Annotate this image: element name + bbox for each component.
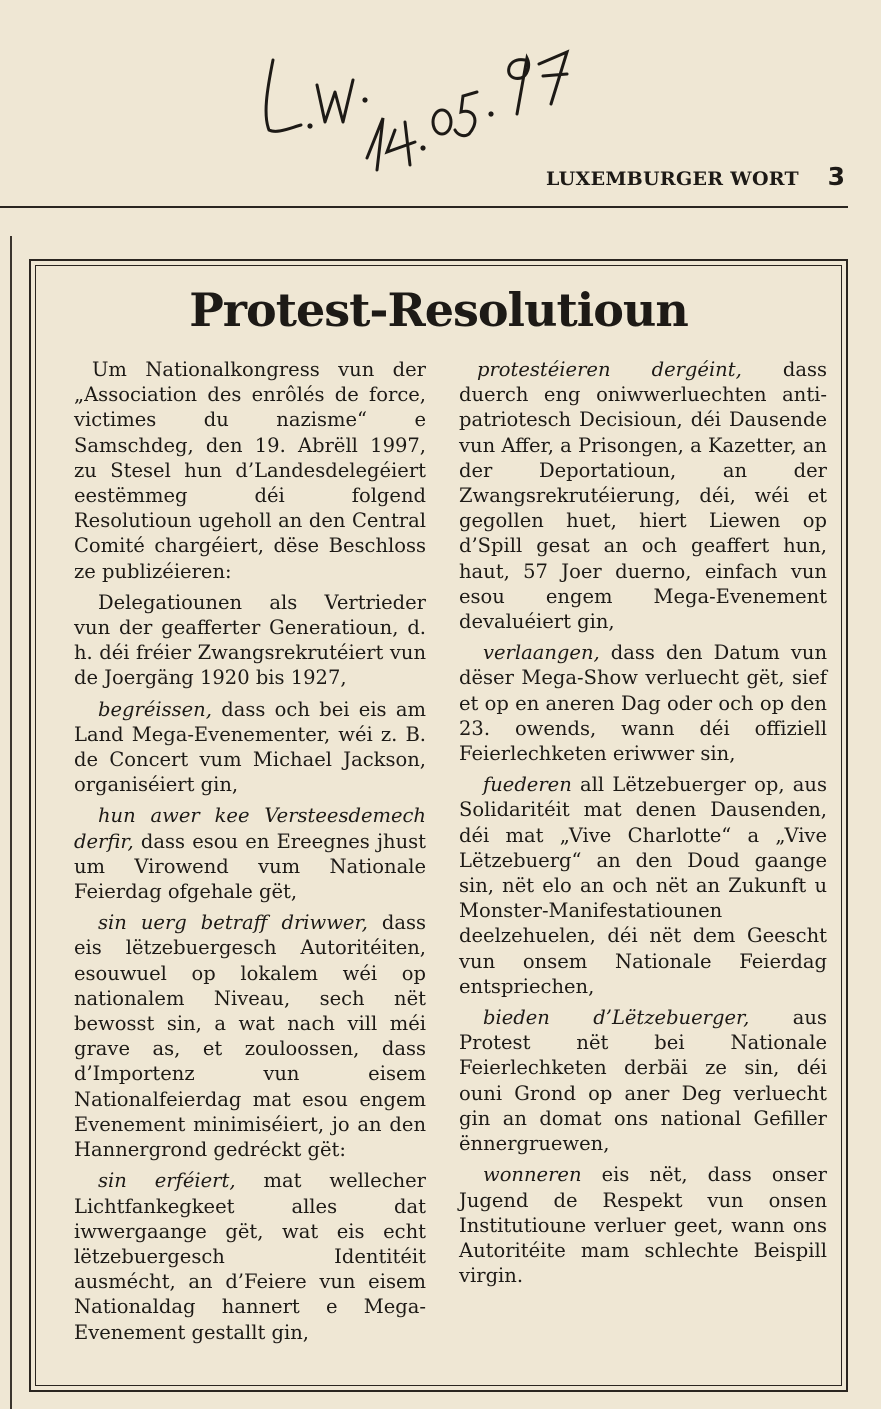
article-paragraph	[74, 357, 426, 584]
article-paragraph	[459, 640, 827, 766]
handwritten-date-note	[255, 30, 615, 180]
article-paragraph	[459, 1162, 827, 1288]
article-paragraph	[459, 357, 827, 634]
article-paragraph	[74, 697, 426, 798]
article-headline: Protest-Resolutioun	[189, 283, 688, 337]
paragraph-text: mat wellecher Lichtfankegkeet alles dat iwwergaange gët, wat eis echt lëtzebuergesch Identitéit ausmécht, an d’Feiere vun eisem Nationaldag hannert e Mega-Evenement gestallt gin,	[74, 1169, 426, 1344]
paragraph-lead: bieden d’Lëtzebuerger,	[483, 1006, 750, 1030]
paragraph-text: all Lëtzebuerger op, aus Solidaritéit mat denen Dausenden, déi mat „Vive Charlotte“ a „Vive Lëtzebuerg“ an den Doud gaange sin, nët elo an och nët an Zukunft u Monster-Manifestatiounen deelzehuelen, déi nët dem Geescht vun onsem Nationale Feierdag entspriechen,	[459, 773, 827, 998]
paragraph-lead: sin erféiert,	[98, 1169, 236, 1193]
article-paragraph	[459, 772, 827, 999]
paragraph-lead: sin uerg betraff driwwer,	[98, 911, 368, 935]
paragraph-lead: protestéieren dergéint,	[477, 358, 742, 381]
article-box	[29, 259, 848, 1392]
article-paragraph	[74, 910, 426, 1162]
paragraph-text: dass duerch eng oniwwerluechten anti-patriotesch Decisioun, déi Dausende vun Affer, a Prisongen, a Kazetter, an der Deportatioun, an der Zwangsrekrutéierung, déi, wéi et gegollen huet, hiert Liewen op d’Spill gesat an och geaffert hun, haut, 57 Joer duerno, einfach vun esou engem Mega-Evenement devaluéiert gin,	[459, 358, 827, 634]
paragraph-text: aus Protest nët bei Nationale Feierlechketen derbäi ze sin, déi ouni Grond op aner Deg verluecht gin an domat ons national Gefiller ënnergruewen,	[459, 1006, 827, 1156]
paragraph-text: dass eis lëtzebuergesch Autoritéiten, esouwuel op lokalem wéi op nationalem Niveau, sech nët bewosst sin, a wat nach vill méi grave as, et zouloossen, dass d’Importenz vun eisem Nationalfeierdag mat esou engem Evenement minimiséiert, jo an den Hannergrond gedréckt gët:	[74, 911, 427, 1162]
paragraph-text: Delegatiounen als Vertrieder vun der geafferter Generatioun, d. h. déi fréier Zwangsrekrutéiert vun de Joergäng 1920 bis 1927,	[74, 590, 426, 690]
paragraph-text: eis nët, dass onser Jugend de Respekt vun onsen Institutioune verluer geet, wann ons Autoritéite mam schlechte Beispill virgin.	[459, 1163, 827, 1288]
paragraph-lead: hun awer kee Versteesdemech derfir,	[74, 804, 426, 853]
handwriting-strokes	[255, 30, 615, 180]
paragraph-text: dass och bei eis am Land Mega-Evenementer, wéi z. B. de Concert vum Michael Jackson, organiséiert gin,	[74, 697, 426, 797]
paragraph-lead: verlaangen,	[483, 641, 600, 665]
paragraph-lead: begréissen,	[98, 697, 212, 721]
article-paragraph	[74, 1168, 426, 1344]
paragraph-text: dass esou en Ereegnes jhust um Virowend vum Nationale Feierdag ofgehale gët,	[74, 829, 426, 904]
article-paragraph	[74, 803, 426, 904]
paragraph-text: dass den Datum vun dëser Mega-Show verluecht gët, sief et op en aneren Dag oder och op den 23. owends, wann déi offiziell Feierlechketen eriwwer sin,	[459, 641, 827, 766]
paragraph-text: Um Nationalkongress vun der „Association des enrôlés de force, victimes du nazisme“ e Samschdeg, den 19. Abrëll 1997, zu Stesel hun d’Landesdelegéiert eestëmmeg déi folgend Resolutioun ugeholl an den Central Comité chargéiert, dëse Beschloss ze publizéieren:	[74, 358, 426, 583]
page-number: 3	[827, 162, 845, 191]
column-rule-left	[10, 236, 12, 1409]
masthead	[0, 162, 881, 202]
article-paragraph	[74, 590, 426, 691]
article-paragraph	[459, 1005, 827, 1156]
paragraph-lead: wonneren	[483, 1163, 582, 1187]
article-column-left	[74, 357, 426, 1351]
paragraph-lead: fuederen	[483, 773, 572, 797]
header-rule	[0, 206, 848, 208]
newspaper-name: LUXEMBURGER WORT	[546, 168, 799, 190]
article-column-right	[459, 357, 827, 1294]
